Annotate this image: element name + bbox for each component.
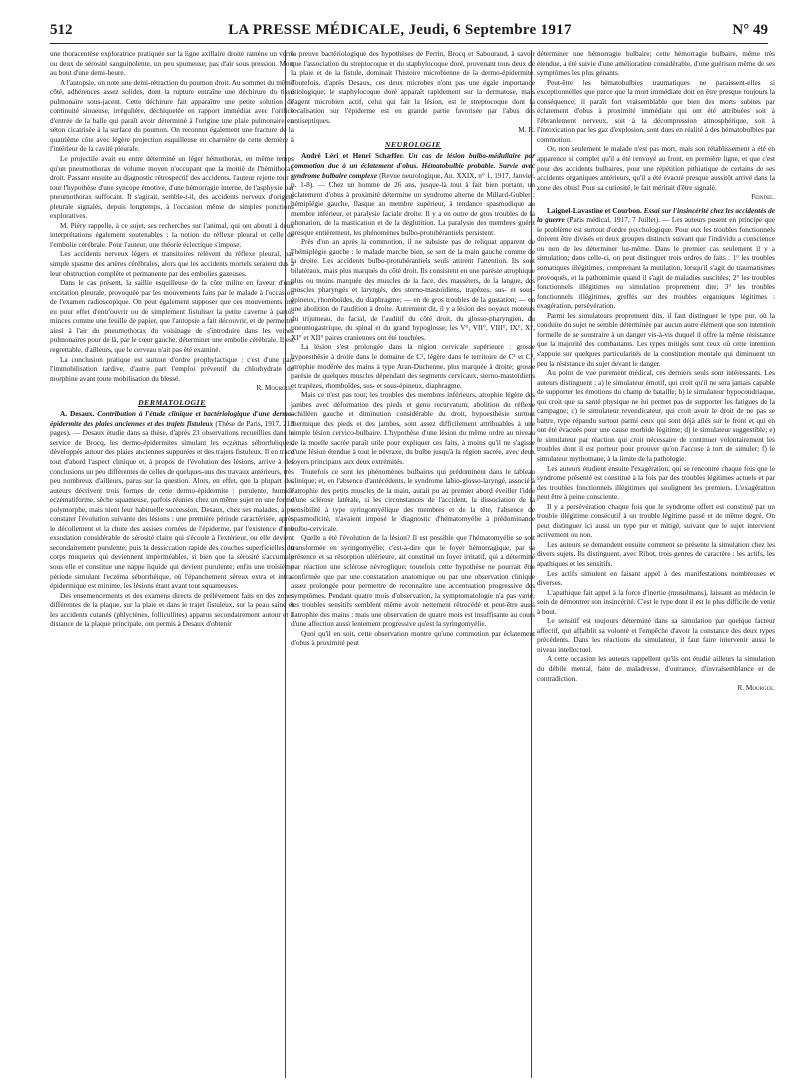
article-title: Essai sur l'insincérité chez les accidentés de la guerre — [537, 206, 775, 225]
paragraph: la preuve bactériologique des hypothèses de Perrin, Brocq et Sabouraud, à savoir que l'association du streptocoque et du staphylocoque doré, provenant tous deux de la plaie et de la fistule, dominait l'histoire microbienne de la dermo-épidermite. Toutefois, d'après Desaux, ces deux microbes n'ont pas une égale importance étiologique; le staphylocoque doré apparaît rapidement sur la dermatose, mais l'agent microbien actif, celui qui fait la lésion, est le streptocoque dont la localisation sur l'épiderme est en grande partie favorisée par l'abus des antiseptiques. — [291, 50, 535, 125]
paragraph: Peut-être les hématobulbies traumatiques ne paraissent-elles si exceptionnelles que parce que la mort immédiate doit en être presque toujours la conséquence; il paraît fort vraisemblable que bien des morts subites par éclatement d'obus à proximité immédiate qui ont été attribuées soit à l'ébranlement nerveux, soit à la décompression atmosphérique, soit à l'intoxication par les gaz d'explosion, sont dues en réalité à des hématobulbies par commotion. — [537, 78, 775, 144]
paragraph: L'apathique fait appel à la force d'inertie (musulmans), laissant au médecin le soin de démontrer son insincérité. C'est le type dont il est le plus difficile de venir à bout. — [537, 588, 775, 616]
signature: Feindel. — [751, 193, 775, 202]
paragraph: Le projectile avait eu entre déterminé un léger hémothorax, en même temps qu'un pneumothorax de volume moyen n'occupant que la moitié de l'hémithorax droit. Passant ensuite au diagnostic rétrospectif des accidents, l'auteur rejette tour à tour l'hypothèse d'une syncope émotive, d'une hémorragie interne, de l'asphyxie par pneumothorax suffocant. Il s'agirait, semble-t-il, des accidents nerveux d'origine pleurale signalés, depuis longtemps, à l'occasion même de simples ponctions exploratives. — [50, 155, 294, 221]
paragraph: Quelle a été l'évolution de la lésion? Il est possible que l'hématomyélie se soit transformée en syringomyélie; c'est-à-dire que le foyer hémorragique, par sa présence et sa résorption ultérieure, ait constitué un foyer irritatif, qui a déterminé par réaction une sclérose névroglique; toutefois cette hypothèse ne pourrait être confirmée que par une constatation anatomique ou par une observation clinique assez prolongée pour permettre de reconnaître une accentuation progressive des symptômes. Pendant quatre mois d'observation, la symptomatologie n'a pas varié; les troubles sensitifs semblent même avoir nettement rétrocédé et peut-être aussi l'atrophie des mains : mais une observation de quatre mois est insuffisante au cours d'une affection aussi lentement progressive qu'est la syringomyélie. — [291, 534, 535, 629]
paragraph: Or, non seulement le malade n'est pas mort, mais son rétablissement a été en apparence si complet qu'il a été renvoyé au front, en première ligne, et que c'est pour des accidents bulbaires, pour une répétition pithiatique de certains de ses accidents organiques antérieurs, qu'il a été évacué presque aussitôt arrivé dans la zone des obus! Pour sa curiosité, le fait méritait d'être signalé. — [537, 145, 775, 192]
paragraph: Les auteurs étudient ensuite l'exagération, qui se rencontre chaque fois que le syndrome présenté est constitué à la fois par des troubles légitimes actuels et par des troubles fonctionnels illégitimes qui soulignent les premiers. L'exagération peut être à peine consciente. — [537, 464, 775, 502]
column-1 — [50, 50, 294, 1075]
paragraph: La lésion s'est prolongée dans la région cervicale supérieure : grosse hypoesthésie à droite dans le domaine de C², légère dans le territoire de C³ et C⁴, atrophie modérée des mains à type Aran-Duchenne, plus marquée à droite; grosse parésie de quelques muscles dépendant des segments cervicaux, sterno-mastoïdiens et trapèzes, rhomboïdes, sus- et sous-épineux, diaphragme. — [291, 343, 535, 390]
article-lead — [291, 152, 535, 238]
article-author: A. Desaux. — [60, 410, 95, 419]
article-reference: (Thèse de Paris, 1917, 213 pages). — [50, 419, 294, 438]
paragraph: M. Piéry rappelle, à ce sujet, ses recherches sur l'animal, qui ont abouti à deux interprétations également soutenables : la notion du réflexe pleural et celle de l'embolie cérébrale. Pour l'auteur, une théorie éclectique s'impose. — [50, 221, 294, 249]
signature: R. Mourgue. — [737, 684, 775, 693]
article-text: — Desaux étudie dans sa thèse, d'après 23 observations recueillies dans le service de Brocq, les dermo-épidermites simulant les eczémas séborrhéiques, développés autour des plaies anciennes suppurées et des trajets fistuleux. Il en trace tout d'abord l'aspect clinique et, à propos de l'évolution des lésions, arrive à des conclusions un peu différentes de celles de quelques-uns des travaux antérieurs, très peu nombreux d'ailleurs, parus sur la question. Alors, en effet, que la plupart des auteurs décrivent trois formes de cette dermo-épidermite : purulente, humide eczématiforme, sèche squameuse, parfois réunies chez un même sujet en une forme polymorphe, mais nient leur habituelle succession, Desaux, chez ses malades, a pu constater l'évolution suivante des lésions : une première période caractérisée, après le décollement et la chute des assises cornées de l'épiderme, par l'existence d'une exsudation considérable de sérosité claire qui s'écoule à l'extérieur, ou elle devient secondairement purulente; puis la dessiccation rapide des couches superficielles du corps muqueux qui deviennent imperméables, si bien que la sérosité s'accumule sous elle et constitue une nappe liquide qui devient purulente; enfin une troisième période simulant l'eczéma séborrhéique, où l'épanchement séreux extra et intra-épidermique est minime, les lésions étant avant tout squameuses. — [50, 429, 294, 591]
paragraph: Près d'un an après la commotion, il ne subsiste pas de reliquat apparent de l'hémiplégie gauche : le malade marche bien, se sert de la main gauche comme de la droite. Les accidents bulbo-protubérantiels seuls attirent l'attention. Ils sont bilatéraux, mais plus marqués du côté droit. Ils consistent en une parésie atrophique plus ou moins marquée des muscles de la face, des masséters, de la langue, des muscles pharyngés et laryngés, des sterno-mastoïdiens, trapèzes, sus- et sous-épineux, rhomboïdes, du diaphragme; — en de gros troubles de la gustation; — en une abolition de l'audition à droite. Autrement dit, il y a lésion des noyaux moteurs du trijumeau, du facial, de l'auditif du côté droit, du glosso-pharyngien, du pneumogastrique, du spinal et du grand hypoglosse; les V°, VII°, VIII°, IX°, X°, XI° et XII° paires craniennes ont été touchées. — [291, 238, 535, 342]
issue-number: N° 49 — [732, 22, 768, 38]
article-lead — [50, 410, 294, 591]
paragraph: A cette occasion les auteurs rappellent qu'ils ont étudié ailleurs la simulation du débile mental, faite de maladresse, d'outrance, d'invraisemblance et de contradiction. — [537, 655, 775, 683]
section-heading: DERMATOLOGIE — [138, 397, 206, 407]
paragraph: déterminer une hémorragie bulbaire; cette hémorragie bulbaire, même très étendue, a été suivie d'une amélioration considérable, d'une guérison même de ses symptômes les plus génants. — [537, 50, 775, 78]
page-header — [0, 0, 800, 44]
paragraph: Les actifs simulent en faisant appel à des manifestations nombreuses et diverses. — [537, 569, 775, 588]
section-heading: NEUROLOGIE — [384, 139, 442, 149]
page-number: 512 — [50, 22, 73, 38]
paragraph: Parmi les simulateurs proprement dits, il faut distinguer le type pur, où la conduite du sujet ne semble déterminée par aucun autre élément que son intention formelle de se soustraire à un danger vis-à-vis duquel il offre la même résistance que la majorité des combattants. Les types mitigés sont ceux où cette intention s'appuie sur quelques particularités de la constitution mentale qui diminuent un peu la résistance du sujet devant le danger. — [537, 311, 775, 368]
paragraph: Quoi qu'il en soit, cette observation montre qu'une commotion par éclatement d'obus à proximité peut — [291, 629, 535, 648]
paragraph: Mais ce n'est pas tout; les troubles des membres inférieurs, atrophie légère des jambes avec déformation des pieds et genu recurvatum, abolition du réflexe achilléen gauche et diminution considérable du droit, hypoesthésie surtout thermique des pieds et des jambes, sont assez difficilement attribuables à une simple lésion cervico-bulbaire. L'hypothèse d'une lésion du même ordre au niveau de la moelle sacrée paraît utile pour expliquer ces faits, à moins qu'il ne s'agisse d'une lésion étendue à tout le névraxe, du bulbe jusqu'à la région sacrée, avec deux foyers principaux aux deux extrémités. — [291, 391, 535, 466]
paragraph: Il y a persévération chaque fois que le syndrome offert est constitué par un trouble illégitime consécutif à un trouble légitime passé et de même degré. On peut distinguer ici aussi un type pur et mitigé, suivant que le sujet intervient activement ou non. — [537, 502, 775, 540]
article-reference: (Revue neurologique, An. XXIX, n° 1, 1917, Janvier, p. 1-8). — [291, 171, 535, 190]
header-rule — [50, 43, 768, 44]
paragraph: Les auteurs se demandent ensuite comment se présente la simulation chez les divers sujets. Ils distinguent, avec Ribot, trois genres de caractère : les actifs, les apathiques et les sensitifs. — [537, 540, 775, 568]
article-author: Laignel-Lavastine et Courbon. — [547, 206, 642, 215]
article-lead — [537, 207, 775, 312]
paragraph: La conclusion pratique est surtout d'ordre prophylactique : c'est d'une part l'immobilisation tardive, d'autre part l'emploi préventif du chlorhydrate de morphine avant toute mobilisation du blessé. — [50, 355, 294, 383]
paragraph: Le sensitif est toujours déterminé dans sa simulation par quelque facteur affectif, qui affaiblit sa volonté et l'empêche d'avoir la constance des deux types précédents. Dans les réactions du simulateur, il faut faire intervenir aussi le niveau intellectuel. — [537, 617, 775, 654]
paragraph: Au point de vue purement médical, ces derniers seuls sont intéressants. Les auteurs distinguent : a) le simulateur émotif, qui croit qu'il ne sera jamais capable de supporter les émotions du champ de bataille; b) le simulateur hypocondriaque, qui croit que sa santé physique ne lui permet pas de supporter les fatigues de la campagne; c) le simulateur revendicateur, qui croit avoir le droit de ne pas se battre, type répandu surtout parmi ceux qui sont déjà allés sur le front et qui en ont été évacués pour une cause morbide légitime; d) le simulateur suggestible; e) le simulateur par réaction qui croit nécessaire de continuer volontairement les troubles dont il est porteur pour prouver qu'on l'accuse à tort de simuler; f) le simulateur mythomane, à la limite de la pathologie. — [537, 369, 775, 463]
article-author: André Léri et Henri Schæffer. — [301, 152, 404, 161]
running-title: LA PRESSE MÉDICALE, Jeudi, 6 Septembre 1917 — [228, 22, 572, 38]
column-3 — [537, 50, 775, 1075]
paragraph: Dans le cas présent, la saillie esquilleuse de la côte milite en faveur d'une excitation pleurale, provoquée par les mouvements faits par le malade à l'occasion de l'examen radioscopique. On peut également supposer que ces mouvements ont eu pour effet d'entr'ouvrir ou de simplement fistuliser la petite caverne à parois minces comme une feuille de papier, que l'autopsie a fait découvrir, et de permettre ainsi à l'air du pneumothorax du voisinage de s'introduire dans les veines pulmonaires pour de là, par le cœur gauche, déterminer une embolie cérébrale. Il est regrettable, d'ailleurs, que le cerveau n'ait pas été examiné. — [50, 279, 294, 354]
paragraph: Les accidents nerveux légers et transitoires relèvent du réflexe pleural, par simple spasme des artères cérébrales, alors que les accidents mortels seraient dus à leur obstruction complète et permanente par des embolies gazeuses. — [50, 250, 294, 278]
column-2 — [291, 50, 535, 1075]
paragraph: Toutefois ce sont les phénomènes bulbaires qui prédominent dans le tableau clinique; et, en l'absence d'antécédents, le syndrome labio-glosso-laryngé, associé à l'atrophie des petits muscles de la main, aurait pu au premier abord éveiller l'idée d'une sclérose latérale, si les circonstances de l'accident, la dissociation de la sensibilité à type syringomyélique des membres et de la tête, l'absence de spasmodicité, n'avaient imposé le diagnostic d'hématomyélie à prédominance bulbo-cervicale. — [291, 467, 535, 533]
paragraph: Des ensemencements et des examens directs de prélèvement faits en des zones différentes de la plaque, sur la plaie et dans le trajet fistuleux, sur la peau saine et les accidents cutanés (phlyctènes, follicullites) apparus secondairement autour et à distance de la plaque principale, ont permis à Desaux d'obtenir — [50, 591, 294, 629]
article-reference: (Paris médical, 1917, 7 Juillet). — [567, 216, 660, 225]
paragraph: une thoracentèse exploratrice pratiquée sur la ligne axillaire droite ramène un verre ou deux de sérosité sanguinolente, un peu spumeuse; pas d'air sous pression. Mort au bout d'une demi-heure. — [50, 50, 294, 78]
article-title: Contribution à l'étude clinique et bactériologique d'une dermo-épidermite des plaies anciennes et des trajets fistuleux — [50, 410, 294, 428]
paragraph: A l'autopsie, on note une demi-rétraction du poumon droit. Au sommet du même côté, adhérences assez solides, dont la rupture entraîne une déchirure du tissu pulmonaire sous-jacent. Cette déchirure fait apparaître une petite solution de continuité sinueuse, irrégulière, déchiquetée en rapport immédiat avec l'orifice d'entrée de la balle qui paraît avoir déterminé à l'origine une plaie pulmonaire en séton cicatrisée à la surface du poumon. On reconnut également une fracture de la quatrième côte avec légère projection esquilleuse en charnière de cette dernière à l'intérieur de la cavité pleurale. — [50, 78, 294, 154]
article-text: — Les auteurs posent en principe que le problème est surtout d'ordre psychologique. Pour eux les troubles fonctionnels doivent être divisés en deux groupes distincts suivant que l'individu a conscience ou non de les déterminer lui-même. Dans le premier cas seulement il y a simulation; dans celle-ci, on peut distinguer trois ordres de faits : 1° les troubles somatiques illégitimes, comprenant la mutilation, lorsqu'il s'agit de traumatismes provoqués, et la pathomimie quand il s'agit de maladies suscitées; 2° les troubles fonctionnels illégitimes ou simulation proprement dite; 3° les troubles fonctionnels illégitimes, greffés sur des troubles organiques légitimes : exagération, persévération. — [537, 216, 775, 311]
article-title: Un cas de lésion bulbo-médullaire par commotion due à un éclatement d'obus. Hématobulbie probable. Survie avec syndrome bulbaire complexe — [291, 152, 535, 180]
article-text: — Chez un homme de 26 ans, jusque-là tout à fait bien portant, un éclatement d'obus à proximité détermine un syndrome alterne de Millard-Gubler : hémiplégie gauche, flasque au membre supérieur, à tendance spasmodique au membre inférieur, et paralysie faciale droite. Il y a en outre de gros troubles de la phonation, de la mastication et de la déglutition. La paralysie des membres guérit presque entièrement, les phénomènes bulbo-protubérantiels persistent. — [291, 181, 535, 237]
signature: R. Mourgue. — [256, 384, 294, 393]
signature: M. R. — [518, 126, 535, 135]
